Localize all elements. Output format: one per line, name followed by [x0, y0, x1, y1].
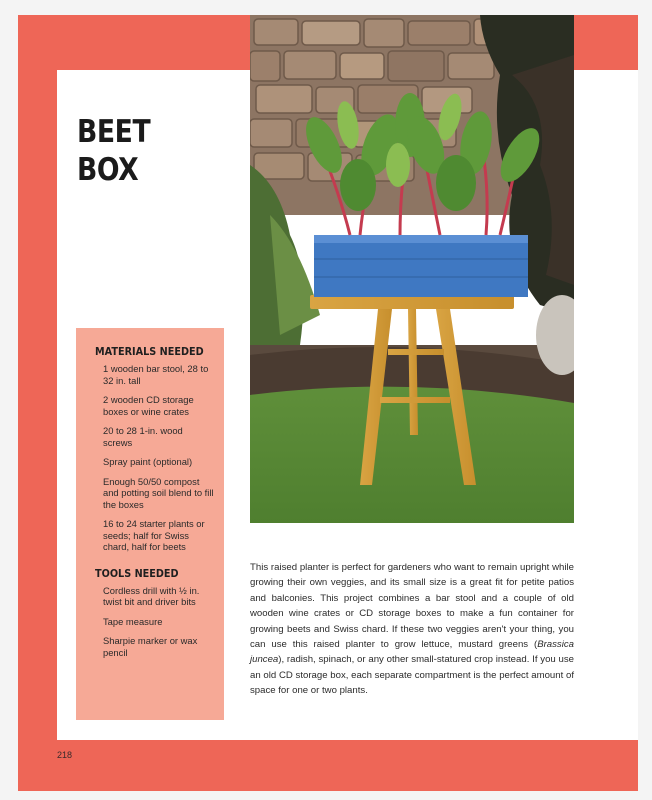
materials-list — [95, 363, 214, 553]
intro-text-italic: Brassica juncea — [250, 639, 574, 666]
list-item: Enough 50/50 compost and potting soil blend to fill the boxes — [103, 475, 214, 510]
list-item: 1 wooden bar stool, 28 to 32 in. tall — [103, 363, 209, 386]
list-item: Sharpie marker or wax pencil — [103, 635, 198, 658]
list-item: Tape measure — [103, 615, 163, 627]
materials-sidebar — [76, 328, 224, 720]
list-item: 16 to 24 starter plants or seeds; half for Swiss chard, half for beets — [103, 518, 205, 552]
list-item: 2 wooden CD storage boxes or wine crates — [103, 394, 194, 417]
intro-text-1: This raised planter is perfect for gardeners who want to remain upright while growing their own veggies, and its small size is a great fit for petite patios and balconies. This project combines a bar stool and a couple of old wooden wine crates or CD storage boxes to make a fun container for growing beets and Swiss chard. If these two veggies aren't your thing, you can use this raised planter to grow lettuce, mustard greens ( — [250, 562, 574, 651]
tools-list — [95, 585, 214, 659]
beet-box-photo — [250, 15, 574, 523]
tools-heading: TOOLS NEEDED — [95, 566, 179, 580]
title-line-1: BEET — [77, 114, 151, 150]
title-line-2: BOX — [77, 152, 139, 188]
list-item: 20 to 28 1-in. wood screws — [103, 425, 183, 448]
intro-text-2: ), radish, spinach, or any other small-statured crop instead. If you use an old CD storage box, each separate compartment is the perfect amount of space for one or two plants. — [250, 654, 574, 697]
intro-paragraph — [250, 560, 574, 699]
list-item: Spray paint (optional) — [103, 456, 193, 467]
page-title — [77, 113, 150, 189]
page-number: 218 — [57, 750, 73, 760]
materials-heading: MATERIALS NEEDED — [95, 345, 204, 358]
list-item: Cordless drill with ½ in. twist bit and driver bits — [103, 584, 200, 607]
